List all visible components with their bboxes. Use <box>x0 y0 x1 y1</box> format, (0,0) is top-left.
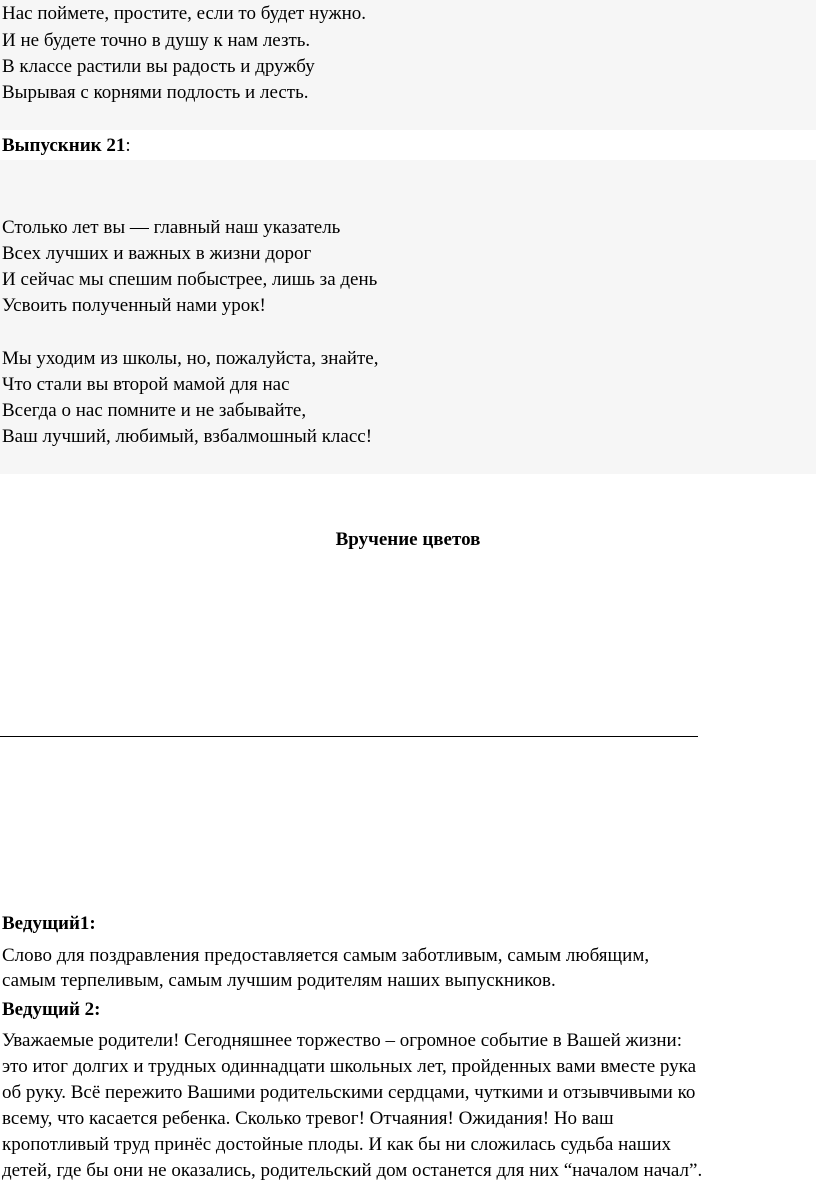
host1-line-1: Слово для поздравления предоставляется самым заботливым, самым любящим, <box>2 945 650 966</box>
section-heading: Вручение цветов <box>335 529 481 550</box>
host2-line-3: об руку. Всё пережито Вашими родительскими сердцами, чуткими и отзывчивыми ко <box>2 1082 696 1103</box>
stanza1-line-3: В классе растили вы радость и дружбу <box>2 56 315 77</box>
speaker-21-colon: : <box>125 135 131 156</box>
speaker-21-label <box>2 134 131 158</box>
stanza1-line-1: Нас поймете, простите, если то будет нужно. <box>2 3 367 24</box>
speaker-21-name: Выпускник 21 <box>2 135 126 156</box>
stanza1-line-4: Вырывая с корнями подлость и лесть. <box>2 82 309 103</box>
stanza3-line-1: Мы уходим из школы, но, пожалуйста, знайте, <box>2 348 379 369</box>
stanza3-line-4: Ваш лучший, любимый, взбалмошный класс! <box>2 426 373 447</box>
stanza3-line-2: Что стали вы второй мамой для нас <box>2 374 290 395</box>
stanza1-line-2: И не будете точно в душу к нам лезть. <box>2 30 311 51</box>
host1-name: Ведущий1: <box>2 913 96 934</box>
host2-line-5: кропотливый труд принёс достойные плоды. И как бы ни сложилась судьба наших <box>2 1134 672 1155</box>
host2-line-4: всему, что касается ребенка. Сколько тревог! Отчаяния! Ожидания! Но ваш <box>2 1108 614 1129</box>
host2-line-1: Уважаемые родители! Сегодняшнее торжество – огромное событие в Вашей жизни: <box>2 1030 682 1051</box>
stanza2-line-3: И сейчас мы спешим побыстрее, лишь за день <box>2 269 378 290</box>
host2-line-6: детей, где бы они не оказались, родительский дом останется для них “началом начал”. <box>2 1160 703 1181</box>
stanza2-line-4: Усвоить полученный нами урок! <box>2 295 266 316</box>
stanza3-line-3: Всегда о нас помните и не забывайте, <box>2 400 307 421</box>
stanza2-line-2: Всех лучших и важных в жизни дорог <box>2 243 312 264</box>
host2-name: Ведущий 2: <box>2 999 101 1020</box>
horizontal-rule <box>0 736 698 737</box>
host1-line-2: самым терпеливым, самым лучшим родителям наших выпускников. <box>2 970 556 991</box>
stanza2-line-1: Столько лет вы — главный наш указатель <box>2 217 341 238</box>
host2-line-2: это итог долгих и трудных одиннадцати школьных лет, пройденных вами вместе рука <box>2 1056 697 1077</box>
